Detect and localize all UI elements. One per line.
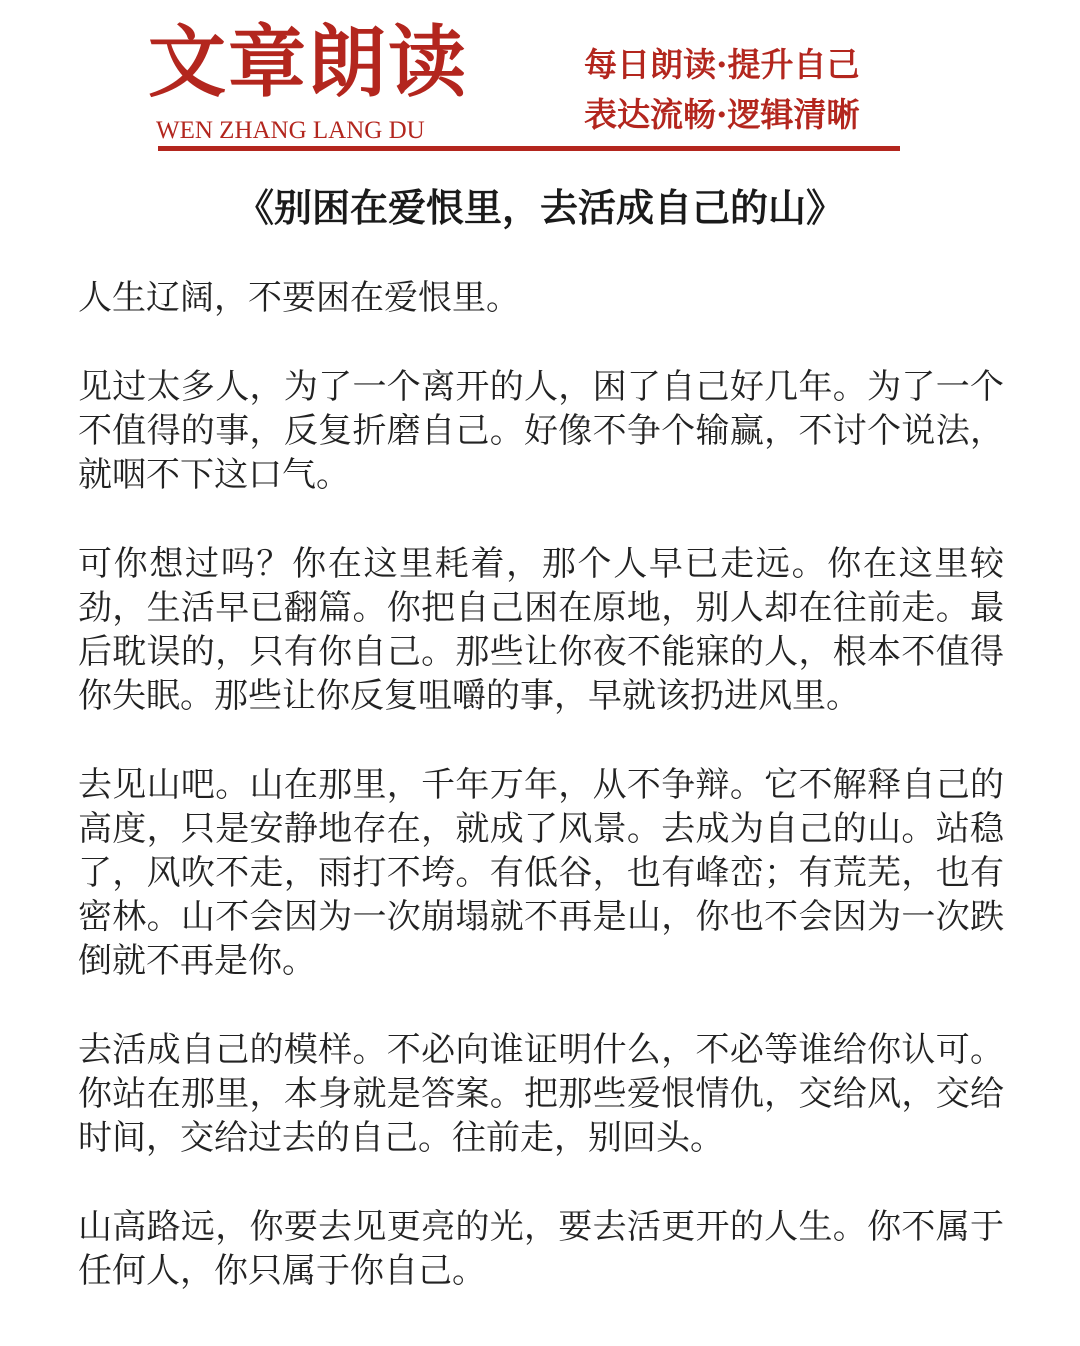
- brand-pinyin: WEN ZHANG LANG DU: [156, 117, 425, 144]
- header-divider: [158, 146, 900, 151]
- paragraph-5: 去活成自己的模样。不必向谁证明什么，不必等谁给你认可。你站在那里，本身就是答案。把那些爱恨情仇，交给风，交给时间，交给过去的自己。往前走，别回头。: [78, 1030, 1004, 1158]
- slogan: [584, 40, 860, 140]
- paragraph-2: 见过太多人，为了一个离开的人，困了自己好几年。为了一个不值得的事，反复折磨自己。好像不争个输赢，不讨个说法，就咽不下这口气。: [78, 367, 1004, 495]
- brand-title: 文章朗读: [148, 17, 469, 108]
- slogan-line-1: 每日朗读·提升自己: [584, 45, 860, 84]
- article-title: 《别困在爱恨里，去活成自己的山》: [235, 186, 844, 230]
- paragraph-6: 山高路远，你要去见更亮的光，要去活更开的人生。你不属于任何人，你只属于你自己。: [78, 1207, 1004, 1291]
- article-body: [78, 276, 1004, 1293]
- paragraph-4: 去见山吧。山在那里，千年万年，从不争辩。它不解释自己的高度，只是安静地存在，就成了风景。去成为自己的山。站稳了，风吹不走，雨打不垮。有低谷，也有峰峦；有荒芜，也有密林。山不会因为一次崩塌就不再是山，你也不会因为一次跌倒就不再是你。: [78, 765, 1004, 981]
- slogan-line-2: 表达流畅·逻辑清晰: [584, 95, 860, 134]
- paragraph-3: 可你想过吗？你在这里耗着，那个人早已走远。你在这里较劲，生活早已翻篇。你把自己困在原地，别人却在往前走。最后耽误的，只有你自己。那些让你夜不能寐的人，根本不值得你失眠。那些让你反复咀嚼的事，早就该扔进风里。: [78, 544, 1004, 716]
- paragraph-1: 人生辽阔，不要困在爱恨里。: [78, 278, 520, 318]
- header-banner: [0, 0, 1080, 160]
